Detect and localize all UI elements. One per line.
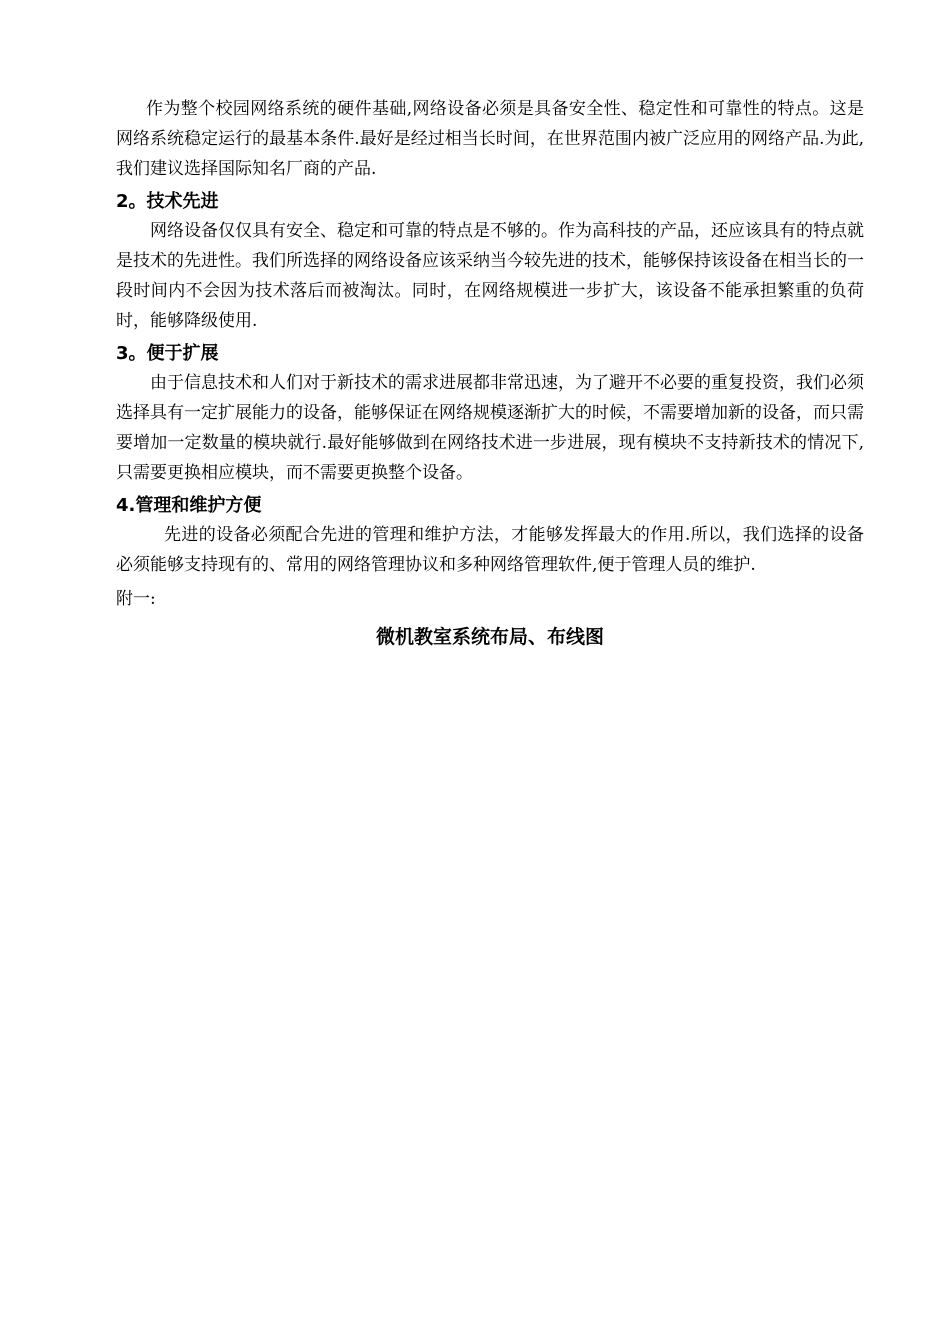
heading-easy-expansion: 3。便于扩展 — [116, 343, 219, 364]
appendix-label: 附一: — [116, 589, 156, 609]
paragraph-hardware-basis: 作为整个校园网络系统的硬件基础,网络设备必须是具备安全性、稳定性和可靠性的特点。这是网络系统稳定运行的最基本条件.最好是经过相当长时间，在世界范围内被广泛应用的网络产品.为此,我们建议选择国际知名厂商的产品. — [116, 99, 864, 179]
figure-title: 微机教室系统布局、布线图 — [375, 626, 604, 648]
paragraph-easy-expansion: 由于信息技术和人们对于新技术的需求进展都非常迅速，为了避开不必要的重复投资，我们必须选择具有一定扩展能力的设备，能够保证在网络规模逐渐扩大的时候，不需要增加新的设备，而只需要增加一定数量的模块就行.最好能够做到在网络技术进一步进展，现有模块不支持新技术的情况下,只需要更换相应模块，而不需要更换整个设备。 — [116, 373, 864, 483]
paragraph-management-maintenance: 先进的设备必须配合先进的管理和维护方法，才能够发挥最大的作用.所以，我们选择的设备必须能够支持现有的、常用的网络管理协议和多种网络管理软件,便于管理人员的维护. — [116, 525, 864, 575]
document-body — [116, 94, 864, 652]
heading-management-maintenance: 4.管理和维护方便 — [116, 495, 262, 516]
paragraph-advanced-technology: 网络设备仅仅具有安全、稳定和可靠的特点是不够的。作为高科技的产品，还应该具有的特点就是技术的先进性。我们所选择的网络设备应该采纳当今较先进的技术，能够保持该设备在相当长的一段时间内不会因为技术落后而被淘汰。同时，在网络规模进一步扩大，该设备不能承担繁重的负荷时，能够降级使用. — [116, 221, 864, 331]
heading-advanced-technology: 2。技术先进 — [116, 191, 219, 212]
